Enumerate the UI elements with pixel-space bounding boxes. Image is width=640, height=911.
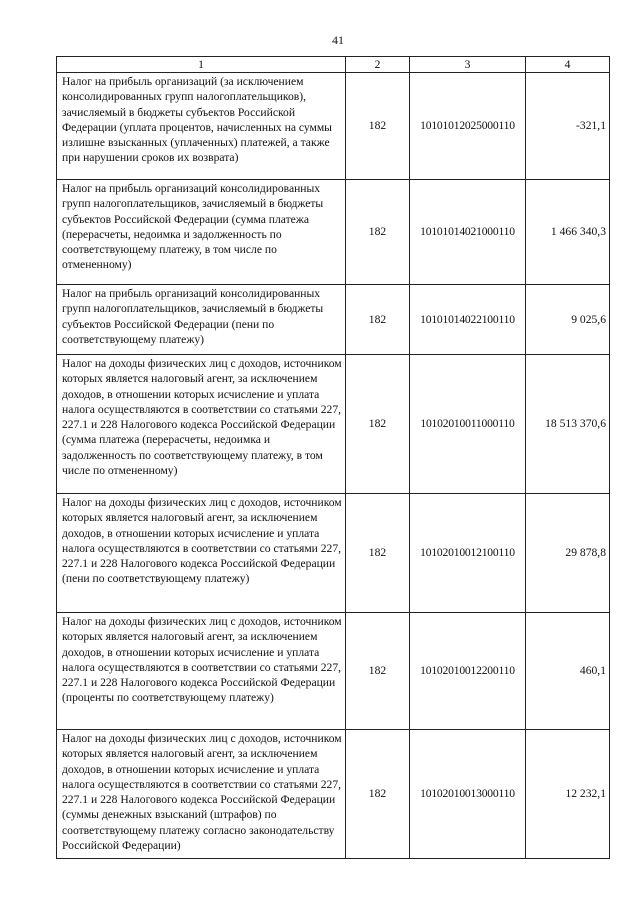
- table-row: [57, 180, 610, 285]
- row-amount: 18 513 370,6: [526, 355, 610, 494]
- row-amount: -321,1: [526, 73, 610, 180]
- table-row: [57, 730, 610, 859]
- row-description: Налог на доходы физических лиц с доходов, источником которых является налоговый агент, за исключением доходов, в отношении которых исчисление и уплата налога осуществляются в соответствии со статьями 227, 227.1 и 228 Налогового кодекса Российской Федерации (суммы денежных взысканий (штрафов) по соответствующему платежу согласно законодательству Российской Федерации): [57, 730, 346, 859]
- row-budget-code: 10102010011000110: [410, 355, 526, 494]
- header-col-3: 3: [410, 57, 526, 73]
- header-col-2: 2: [346, 57, 410, 73]
- row-admin-code: 182: [346, 180, 410, 285]
- page-number: 41: [332, 33, 344, 47]
- row-budget-code: 10102010013000110: [410, 730, 526, 859]
- row-amount: 12 232,1: [526, 730, 610, 859]
- row-budget-code: 10102010012200110: [410, 613, 526, 730]
- revenue-table: [56, 56, 610, 859]
- table-row: [57, 494, 610, 613]
- table-row: [57, 285, 610, 355]
- row-admin-code: 182: [346, 730, 410, 859]
- row-admin-code: 182: [346, 494, 410, 613]
- row-description: Налог на доходы физических лиц с доходов, источником которых является налоговый агент, за исключением доходов, в отношении которых исчисление и уплата налога осуществляются в соответствии со статьями 227, 227.1 и 228 Налогового кодекса Российской Федерации (сумма платежа (перерасчеты, недоимка и задолженность по соответствующему платежу, в том числе по отмененному): [57, 355, 346, 494]
- table-row: [57, 355, 610, 494]
- row-amount: 1 466 340,3: [526, 180, 610, 285]
- row-budget-code: 10101012025000110: [410, 73, 526, 180]
- row-admin-code: 182: [346, 285, 410, 355]
- row-admin-code: 182: [346, 613, 410, 730]
- row-description: Налог на прибыль организаций (за исключением консолидированных групп налогоплательщиков), зачисляемый в бюджеты субъектов Российской Федерации (уплата процентов, начисленных на суммы излишне взысканных (уплаченных) платежей, а также при нарушении сроков их возврата): [57, 73, 346, 180]
- row-budget-code: 10102010012100110: [410, 494, 526, 613]
- row-amount: 9 025,6: [526, 285, 610, 355]
- row-admin-code: 182: [346, 73, 410, 180]
- row-description: Налог на прибыль организаций консолидированных групп налогоплательщиков, зачисляемый в бюджеты субъектов Российской Федерации (пени по соответствующему платежу): [57, 285, 346, 355]
- row-budget-code: 10101014022100110: [410, 285, 526, 355]
- row-admin-code: 182: [346, 355, 410, 494]
- header-col-4: 4: [526, 57, 610, 73]
- row-description: Налог на доходы физических лиц с доходов, источником которых является налоговый агент, за исключением доходов, в отношении которых исчисление и уплата налога осуществляются в соответствии со статьями 227, 227.1 и 228 Налогового кодекса Российской Федерации (проценты по соответствующему платежу): [57, 613, 346, 730]
- header-col-1: 1: [57, 57, 346, 73]
- row-description: Налог на доходы физических лиц с доходов, источником которых является налоговый агент, за исключением доходов, в отношении которых исчисление и уплата налога осуществляются в соответствии со статьями 227, 227.1 и 228 Налогового кодекса Российской Федерации (пени по соответствующему платежу): [57, 494, 346, 613]
- table-row: [57, 73, 610, 180]
- revenue-table-container: [56, 56, 609, 859]
- row-amount: 29 878,8: [526, 494, 610, 613]
- row-amount: 460,1: [526, 613, 610, 730]
- table-header-row: [57, 57, 610, 73]
- row-budget-code: 10101014021000110: [410, 180, 526, 285]
- table-row: [57, 613, 610, 730]
- row-description: Налог на прибыль организаций консолидированных групп налогоплательщиков, зачисляемый в бюджеты субъектов Российской Федерации (сумма платежа (перерасчеты, недоимка и задолженность по соответствующему платежу, в том числе по отмененному): [57, 180, 346, 285]
